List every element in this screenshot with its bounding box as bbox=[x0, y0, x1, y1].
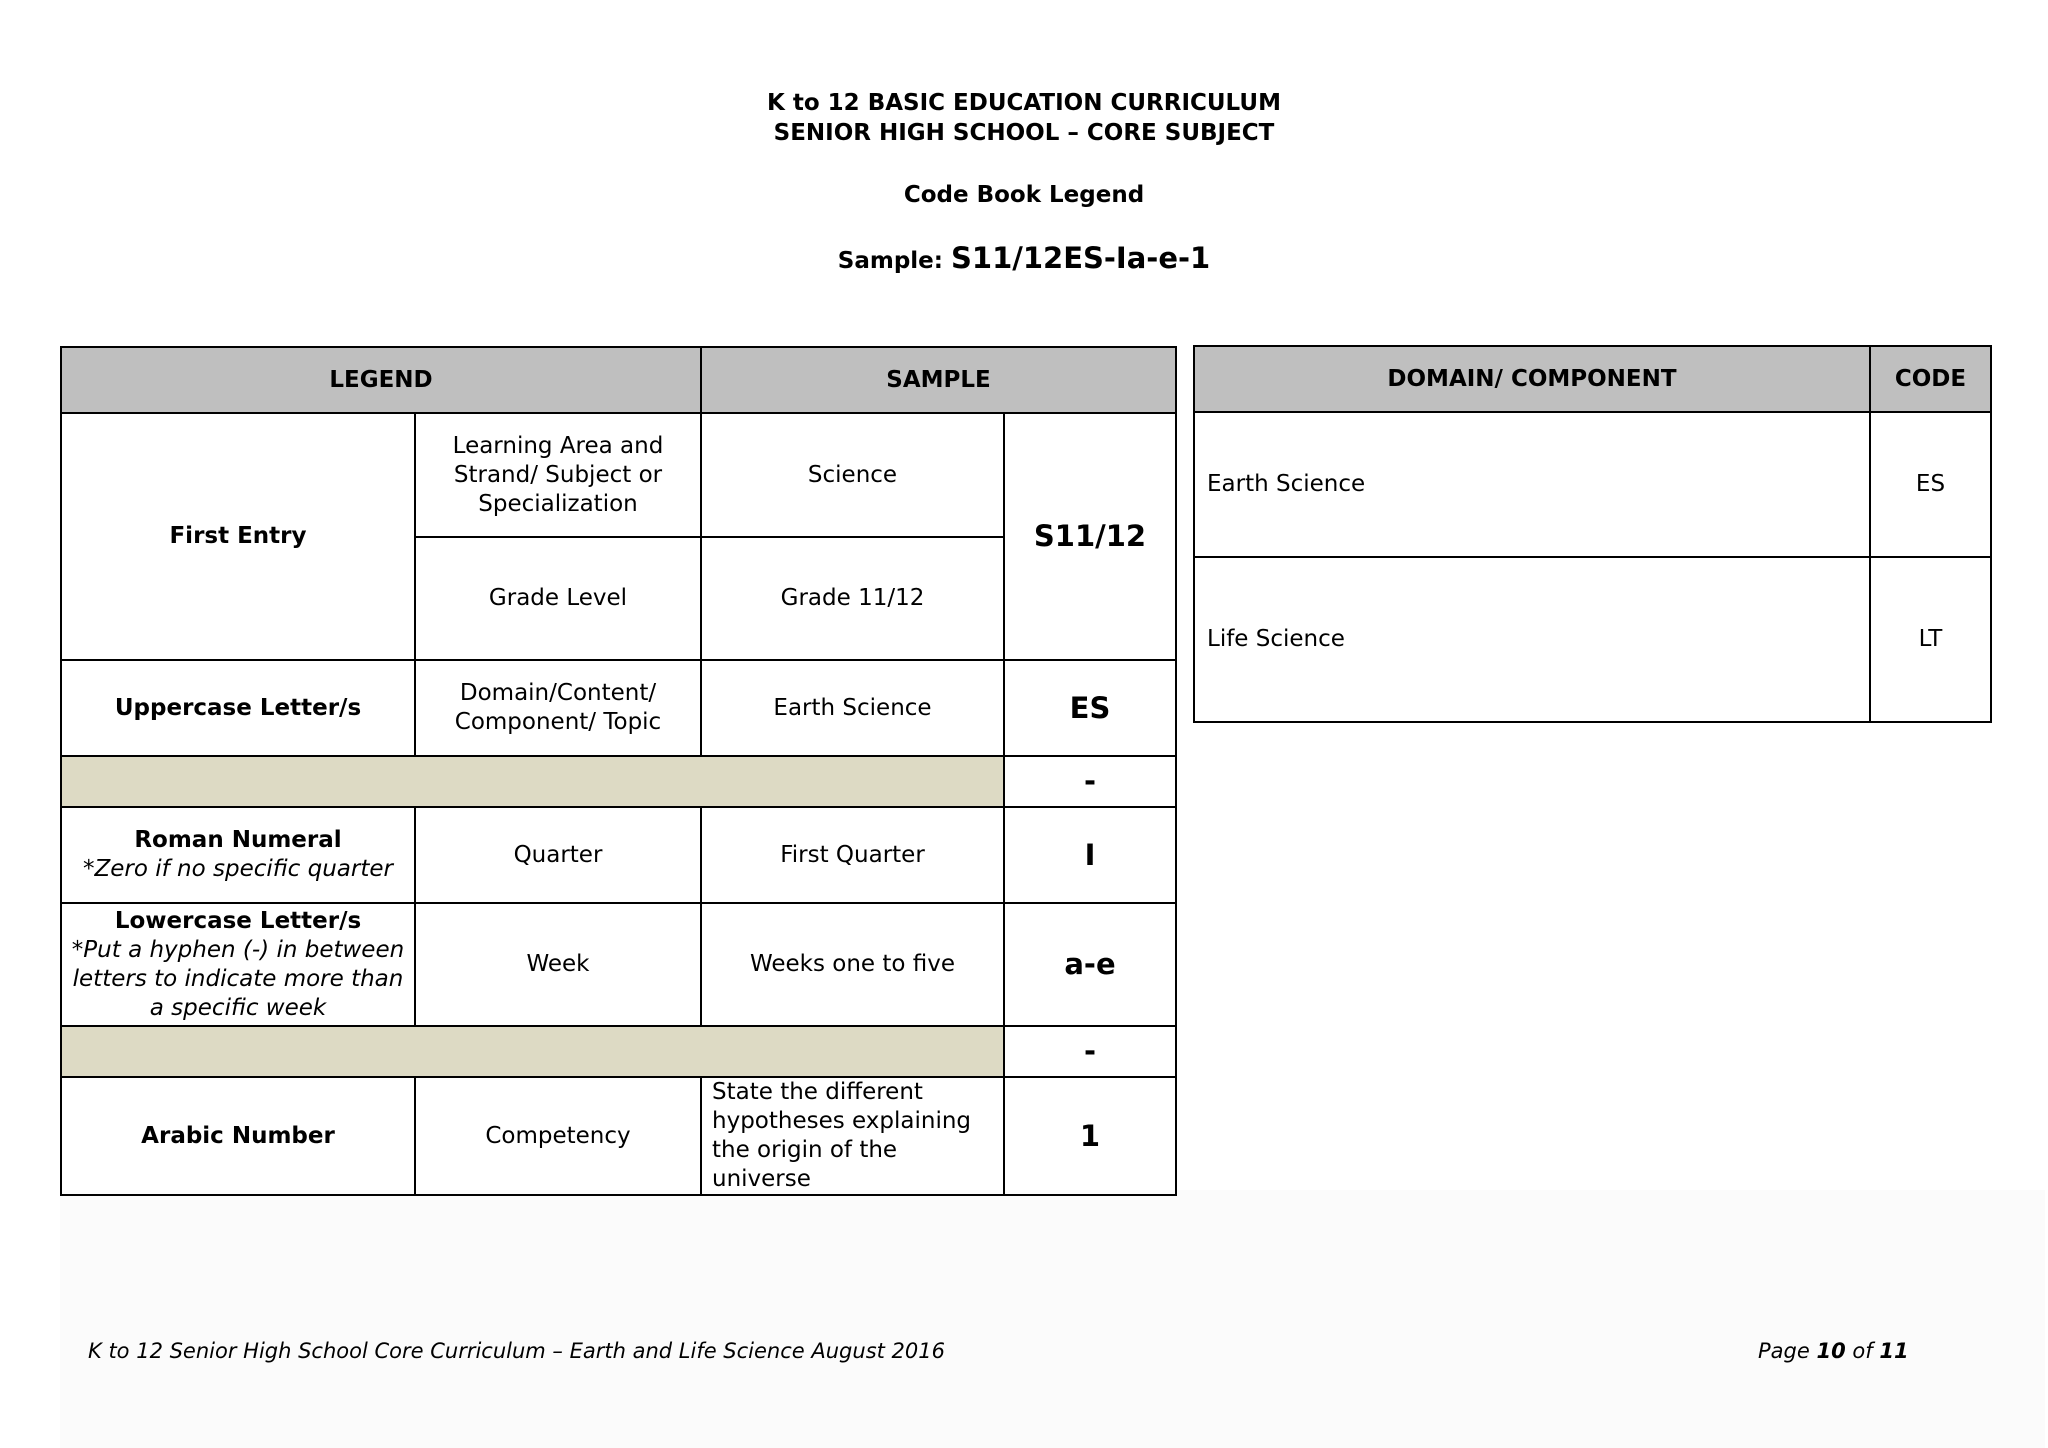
arabic-sample: State the different hypotheses explaining the origin of the universe bbox=[701, 1077, 1004, 1195]
page-word: Page bbox=[1758, 1339, 1810, 1363]
roman-numeral-cell bbox=[61, 807, 415, 903]
sample-label: Sample: bbox=[837, 248, 943, 274]
legend-table bbox=[60, 346, 1177, 1196]
lowercase-cell bbox=[61, 903, 415, 1026]
code-earth-science: ES bbox=[1870, 412, 1991, 557]
first-entry-label: First Entry bbox=[61, 413, 415, 660]
code-header: CODE bbox=[1870, 346, 1991, 412]
lowercase-code: a-e bbox=[1004, 903, 1176, 1026]
lowercase-note: *Put a hyphen (-) in between letters to indicate more than a specific week bbox=[71, 936, 405, 1021]
sample-header: SAMPLE bbox=[701, 347, 1176, 413]
arabic-label: Arabic Number bbox=[61, 1077, 415, 1195]
roman-numeral-label: Roman Numeral bbox=[134, 827, 342, 853]
first-entry-sample-1: Science bbox=[701, 413, 1004, 537]
sample-line bbox=[0, 238, 2048, 281]
separator-code-1: - bbox=[1004, 756, 1176, 807]
code-life-science: LT bbox=[1870, 557, 1991, 722]
code-book-legend-title: Code Book Legend bbox=[903, 182, 1145, 208]
first-entry-code: S11/12 bbox=[1004, 413, 1176, 660]
uppercase-label: Uppercase Letter/s bbox=[61, 660, 415, 756]
roman-desc: Quarter bbox=[415, 807, 701, 903]
curriculum-subtitle: SENIOR HIGH SCHOOL – CORE SUBJECT bbox=[773, 120, 1275, 146]
page-total: 11 bbox=[1879, 1339, 1909, 1363]
arabic-desc: Competency bbox=[415, 1077, 701, 1195]
first-entry-desc-1: Learning Area and Strand/ Subject or Specialization bbox=[415, 413, 701, 537]
lowercase-label: Lowercase Letter/s bbox=[114, 907, 362, 934]
roman-sample: First Quarter bbox=[701, 807, 1004, 903]
roman-code: I bbox=[1004, 807, 1176, 903]
separator-code-2: - bbox=[1004, 1026, 1176, 1077]
page-shade bbox=[60, 1190, 2045, 1448]
footer-page-number bbox=[1758, 1336, 1909, 1366]
uppercase-desc: Domain/Content/ Component/ Topic bbox=[415, 660, 701, 756]
page-current: 10 bbox=[1816, 1339, 1846, 1363]
uppercase-sample: Earth Science bbox=[701, 660, 1004, 756]
separator-shade-1 bbox=[61, 756, 1004, 807]
arabic-code: 1 bbox=[1004, 1077, 1176, 1195]
legend-header: LEGEND bbox=[61, 347, 701, 413]
domain-life-science: Life Science bbox=[1194, 557, 1870, 722]
domain-earth-science: Earth Science bbox=[1194, 412, 1870, 557]
curriculum-title: K to 12 BASIC EDUCATION CURRICULUM bbox=[767, 90, 1281, 116]
page-of: of bbox=[1852, 1339, 1873, 1363]
first-entry-desc-2: Grade Level bbox=[415, 537, 701, 660]
footer-document-title: K to 12 Senior High School Core Curriculum – Earth and Life Science August 2016 bbox=[88, 1339, 945, 1363]
roman-numeral-note: *Zero if no specific quarter bbox=[83, 856, 393, 882]
separator-shade-2 bbox=[61, 1026, 1004, 1077]
uppercase-code: ES bbox=[1004, 660, 1176, 756]
domain-header: DOMAIN/ COMPONENT bbox=[1194, 346, 1870, 412]
first-entry-sample-2: Grade 11/12 bbox=[701, 537, 1004, 660]
lowercase-desc: Week bbox=[415, 903, 701, 1026]
lowercase-sample: Weeks one to five bbox=[701, 903, 1004, 1026]
sample-code: S11/12ES-Ia-e-1 bbox=[951, 241, 1211, 275]
domain-component-table bbox=[1193, 345, 1992, 723]
